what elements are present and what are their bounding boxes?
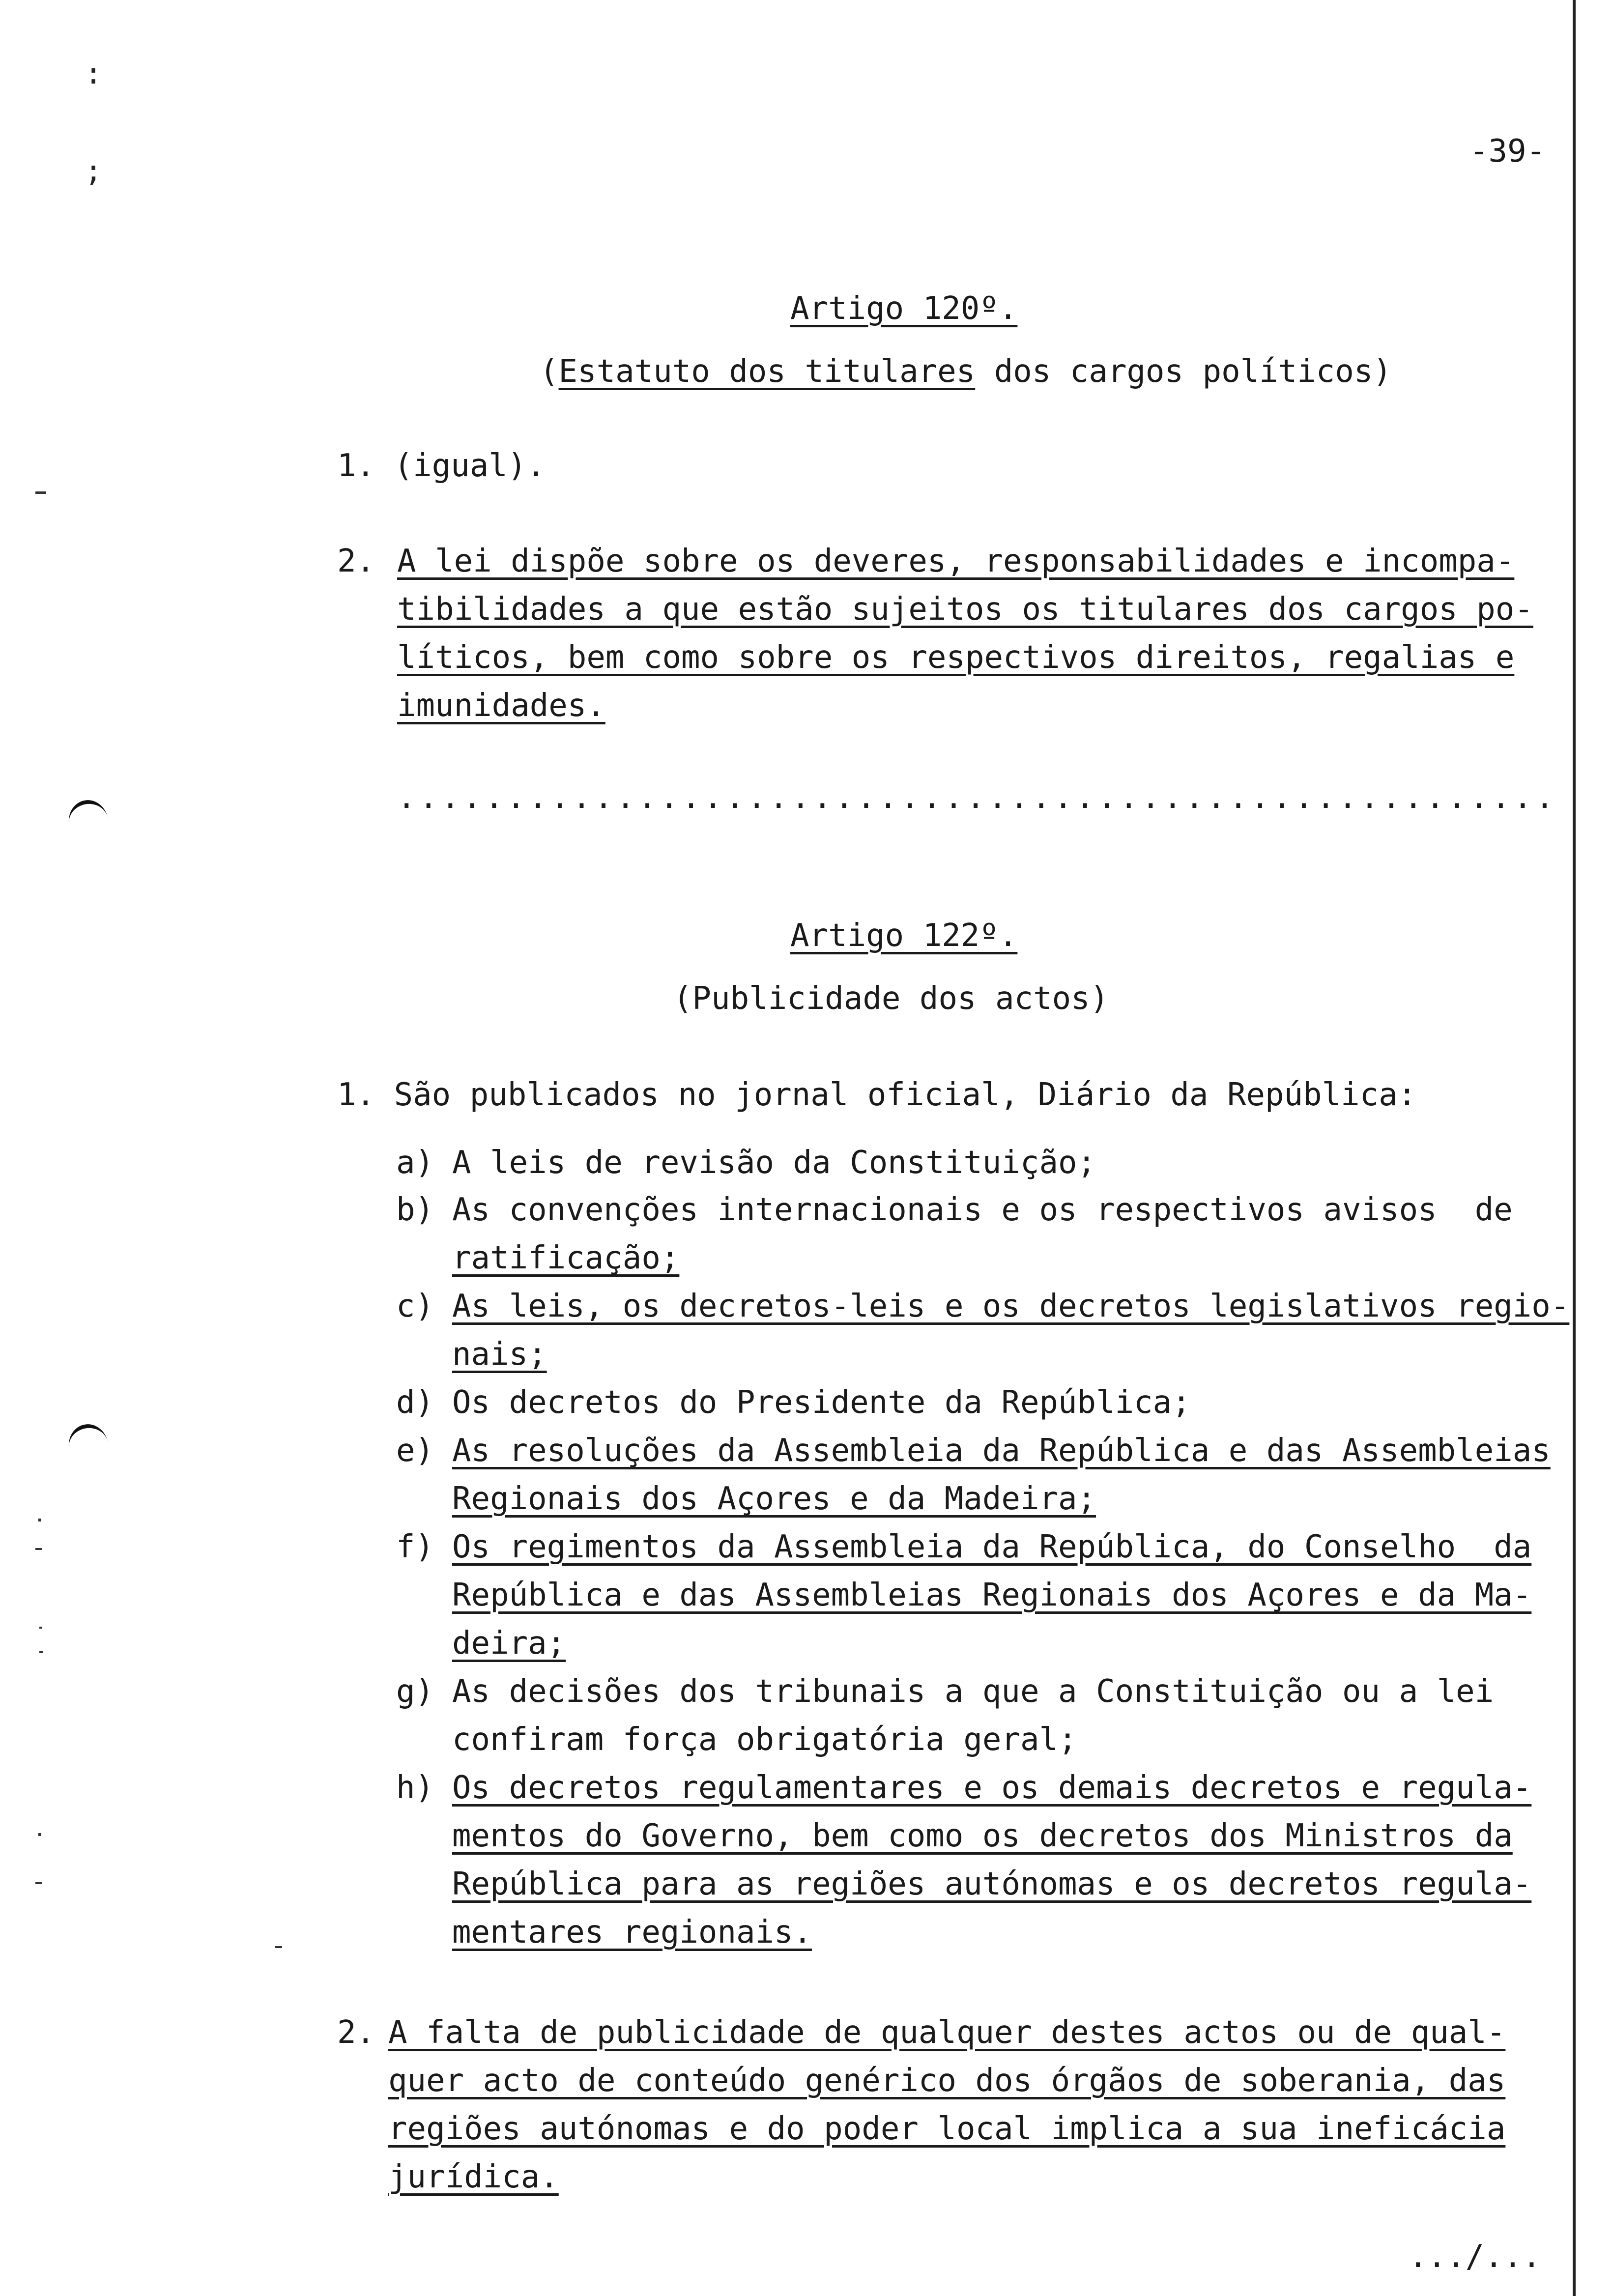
subitem-line: As convenções internacionais e os respectivos avisos de <box>452 1192 1513 1228</box>
right-margin-rule <box>1573 0 1576 2296</box>
subitem-line: República para as regiões autónomas e os decretos regula- <box>452 1866 1532 1902</box>
page-number: -39- <box>1469 133 1546 170</box>
subitem-line: Regionais dos Açores e da Madeira; <box>452 1481 1096 1517</box>
subitem-line: mentares regionais. <box>452 1914 812 1951</box>
article-120-item-2-line: A lei dispõe sobre os deveres, responsabilidades e incompa- <box>397 543 1515 579</box>
subitem-line: nais; <box>452 1336 547 1373</box>
subitem-letter: f) <box>396 1529 434 1565</box>
subitem-line: Os decretos do Presidente da República; <box>452 1384 1191 1421</box>
subitem-line: As leis, os decretos-leis e os decretos legislativos regio- <box>452 1288 1570 1324</box>
article-120-item-1: 1. (igual). <box>337 448 546 484</box>
subitem-line: Os regimentos da Assembleia da República, do Conselho da <box>452 1529 1532 1565</box>
article-122-item-2-number: 2. <box>337 2014 375 2051</box>
subitem-letter: b) <box>396 1192 434 1228</box>
subitem-line: As resoluções da Assembleia da República e das Assembleias <box>452 1433 1551 1469</box>
article-122-subtitle: (Publicidade dos actos) <box>673 980 1109 1017</box>
subitem-letter: g) <box>396 1673 434 1710</box>
article-122-item-2-line: regiões autónomas e do poder local implica a sua ineficácia <box>388 2111 1506 2147</box>
margin-tick <box>38 1833 41 1836</box>
subitem-letter: a) <box>396 1145 434 1181</box>
margin-tick <box>35 1882 42 1884</box>
subitem-line: Os decretos regulamentares e os demais decretos e regula- <box>452 1770 1532 1806</box>
margin-tick <box>275 1946 282 1948</box>
article-120-subtitle: (Estatuto dos titulares dos cargos políticos) <box>540 353 1392 390</box>
margin-arc <box>65 797 112 847</box>
subitem-line: confiram força obrigatória geral; <box>452 1722 1077 1758</box>
subitem-letter: c) <box>396 1288 434 1324</box>
continuation-mark: .../... <box>1409 2239 1541 2275</box>
subitem-line: As decisões dos tribunais a que a Constituição ou a lei <box>452 1673 1494 1710</box>
article-120-item-2-line: líticos, bem como sobre os respectivos direitos, regalias e <box>397 639 1515 676</box>
separator-dots: ..................................................... <box>397 779 1557 816</box>
margin-mark: ; <box>85 154 103 188</box>
article-120-item-2-line: tibilidades a que estão sujeitos os titulares dos cargos po- <box>397 591 1533 628</box>
subitem-letter: d) <box>396 1384 434 1421</box>
subitem-line: deira; <box>452 1625 566 1662</box>
margin-arc <box>65 1421 112 1471</box>
subitem-line: mentos do Governo, bem como os decretos dos Ministros da <box>452 1818 1513 1854</box>
subitem-letter: e) <box>396 1433 434 1469</box>
margin-mark: : <box>85 57 103 91</box>
subitem-letter: h) <box>396 1770 434 1806</box>
margin-tick <box>39 1627 42 1629</box>
margin-tick <box>35 1548 42 1550</box>
article-122-heading: Artigo 122º. <box>790 918 1018 954</box>
article-122-item-2-line: A falta de publicidade de qualquer destes actos ou de qual- <box>388 2014 1506 2051</box>
subitem-line: A leis de revisão da Constituição; <box>452 1145 1096 1181</box>
subitem-line: República e das Assembleias Regionais dos Açores e da Ma- <box>452 1577 1532 1613</box>
article-122-item-2-line: jurídica. <box>388 2159 559 2195</box>
margin-tick <box>39 1651 43 1653</box>
article-120-item-2-line: imunidades. <box>397 688 605 724</box>
margin-tick <box>38 1519 41 1521</box>
article-122-item-2-line: quer acto de conteúdo genérico dos órgãos de soberania, das <box>388 2063 1506 2099</box>
article-122-item-1-intro: 1. São publicados no jornal oficial, Diário da República: <box>337 1077 1417 1113</box>
margin-tick <box>35 491 46 494</box>
article-120-item-2-number: 2. <box>337 543 375 579</box>
article-120-heading: Artigo 120º. <box>790 290 1018 327</box>
subitem-line: ratificação; <box>452 1240 680 1276</box>
